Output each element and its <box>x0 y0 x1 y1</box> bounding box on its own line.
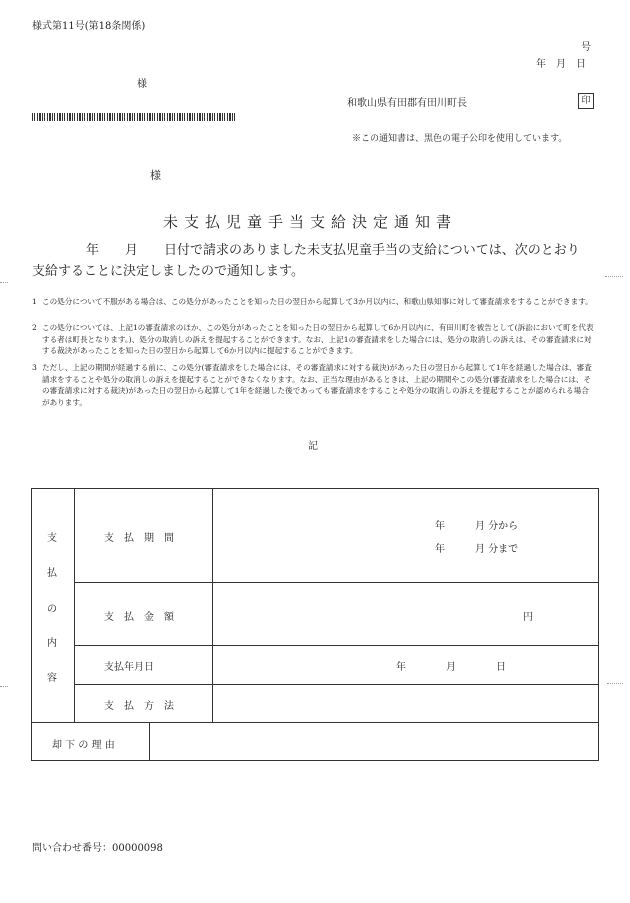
amount-unit: 円 <box>523 612 533 623</box>
barcode-graphic <box>32 113 237 121</box>
note-text: ただし、上記の期間が経過する前に、この処分(審査請求をした場合には、その審査請求に対する裁決)があった日の翌日から起算して1年を経過した場合は、審査請求をすることや処分の取消しの訴えを提起することができなくなります。なお、正当な理由があるときは、上記の期間やこの処分(審査請求をした場合には、その審査請求に対する裁決)があった日の翌日から起算して1年を経過した後であっても審査請求をすることや処分の取消しの訴えを提起することが認められる場合があります。 <box>42 363 592 407</box>
side-label-char: 容 <box>47 673 57 684</box>
period-from: 年 月 分から <box>435 521 519 532</box>
method-label: 支 払 方 法 <box>104 701 174 712</box>
note-number: 1 <box>32 297 37 306</box>
note-3 <box>32 362 598 408</box>
recipient-top: 様 <box>137 79 147 90</box>
note-2 <box>32 322 598 356</box>
pay-date-label: 支払年月日 <box>104 662 154 673</box>
pay-date-value: 年 月 日 <box>396 662 506 673</box>
side-label-char: 内 <box>47 638 57 649</box>
note-text: この処分については、上記1の審査請求のほか、この処分があったことを知った日の翌日から起算して6か月以内に、有田川町を被告として(訴訟において町を代表する者は町長となります。)、処分の取消しの訴えを提起することができます。なお、上記1の審査請求をした場合には、処分の取消しの訴えは、その審査請求に対する裁決があったことを知った日の翌日から起算して6か月以内に提起することができます。 <box>42 323 594 355</box>
amount-label: 支 払 金 額 <box>104 612 174 623</box>
date-label: 年 月 日 <box>536 59 586 70</box>
body-line-1: 年 月 日付で請求のありました未支払児童手当の支給については、次のとおり <box>86 243 580 258</box>
side-label-char: 支 <box>47 533 57 544</box>
fold-mark <box>607 683 623 684</box>
fold-mark <box>0 686 8 687</box>
seal-note: ※この通知書は、黒色の電子公印を使用しています。 <box>352 134 568 144</box>
side-label-char: 払 <box>47 568 57 579</box>
body-line-2: 支給することに決定しましたので通知します。 <box>32 264 304 279</box>
document-title: 未支払児童手当支給決定通知書 <box>163 213 458 231</box>
fold-mark <box>605 276 623 277</box>
note-number: 3 <box>32 363 37 372</box>
side-label-char: の <box>47 604 57 615</box>
ki-mark: 記 <box>308 441 318 452</box>
form-number: 様式第11号(第18条関係) <box>32 21 146 32</box>
seal-stamp: 印 <box>578 93 594 109</box>
number-label: 号 <box>581 42 591 53</box>
fold-mark <box>0 282 8 283</box>
note-1 <box>32 296 598 318</box>
note-text: この処分について不服がある場合は、この処分があったことを知った日の翌日から起算して3か月以内に、和歌山県知事に対して審査請求をすることができます。 <box>42 297 593 306</box>
inquiry-number: 問い合わせ番号：00000098 <box>32 843 163 854</box>
period-label: 支 払 期 間 <box>104 533 174 544</box>
note-number: 2 <box>32 323 37 332</box>
issuer-name: 和歌山県有田郡有田川町長 <box>347 98 467 109</box>
recipient-mid: 様 <box>150 169 161 182</box>
reject-reason-label: 却 下 の 理 由 <box>52 740 115 751</box>
period-to: 年 月 分まで <box>435 544 519 555</box>
